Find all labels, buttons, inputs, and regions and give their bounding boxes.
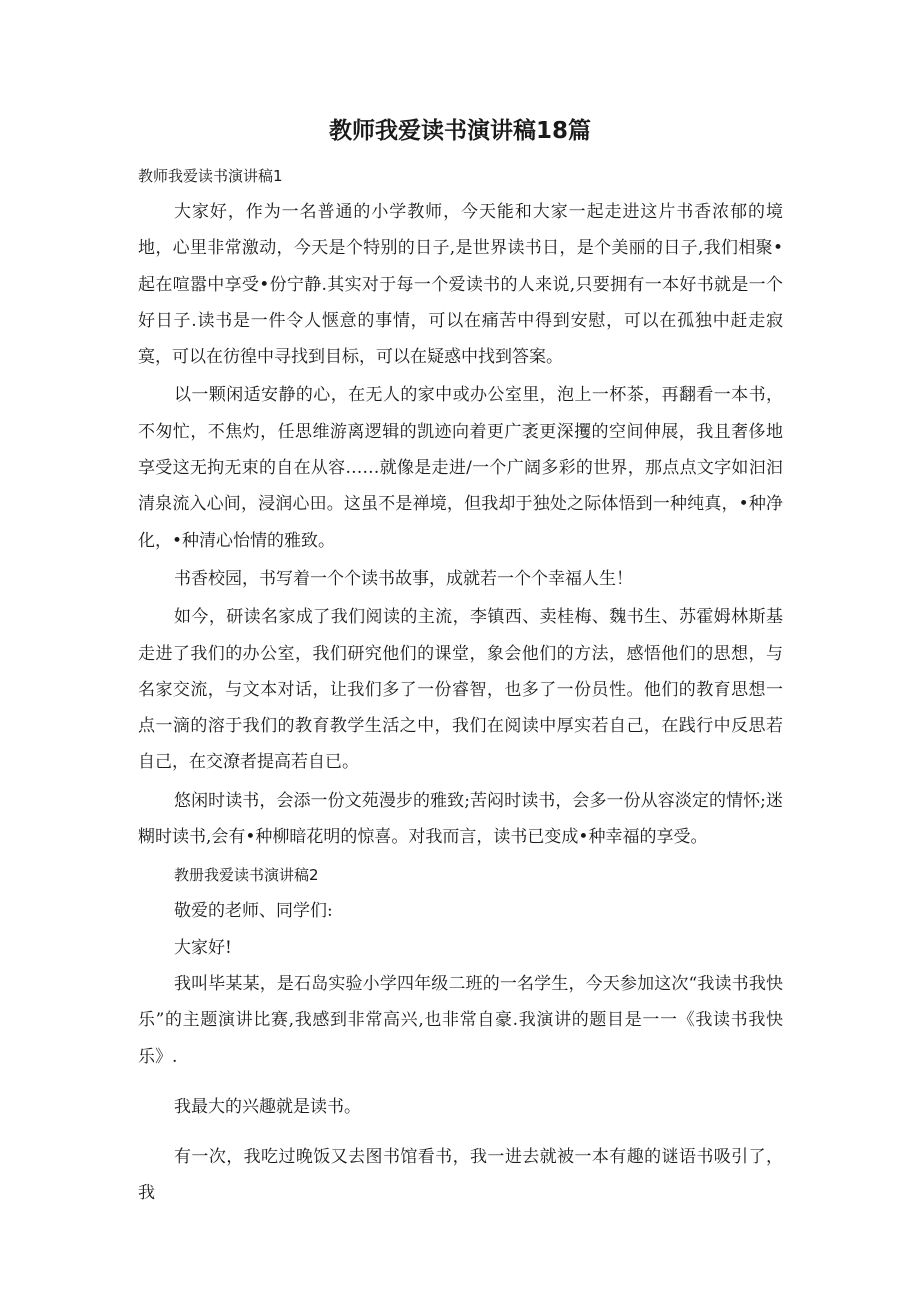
document-title: 教师我爱读书演讲稿18篇: [328, 118, 591, 144]
document-body: [138, 158, 783, 1214]
paragraph: 我叫毕某某，是石岛实验小学四年级二班的一名学生，今天参加这次“我读书我快乐”的主题演讲比赛,我感到非常高兴,也非常自豪.我演讲的题目是一一《我读书我快乐》.: [138, 973, 783, 1067]
section-heading-2: 教册我爱读书演讲稿2: [174, 866, 319, 885]
paragraph: 如今，研读名家成了我们阅读的主流，李镇西、卖桂梅、魏书生、苏霍姆林斯基走进了我们的办公室，我们研究他们的课堂，象会他们的方法，感悟他们的思想，与名家交流，与文本对话，让我们多了一份睿智，也多了一份员性。他们的教育思想一点一滴的溶于我们的教育教学生活之中，我们在阅读中厚实若自己，在践行中反思若自己，在交潦者提高若自已。: [138, 607, 783, 773]
paragraph: 敬爱的老师、同学们:: [174, 901, 333, 922]
section-heading-1: 教师我爱读书演讲稿1: [138, 167, 283, 185]
paragraph: 有一次，我吃过晚饭又去图书馆看书，我一进去就被一本有趣的谜语书吸引了，我: [138, 1147, 783, 1204]
paragraph: 书香校园，书写着一个个读书故事，成就若一个个幸福人生！: [174, 568, 633, 589]
paragraph: 我最大的兴趣就是读书。: [174, 1096, 361, 1117]
paragraph: 大家好，作为一名普通的小学教师，今天能和大家一起走进这片书香浓郁的境地，心里非常激动，今天是个特别的日子,是世界读书日，是个美丽的日子,我们相聚•起在喧嚣中享受•份宁静.其实对于每一个爱读书的人来说,只要拥有一本好书就是一个好日子.读书是一件令人惬意的事情，可以在痛苦中得到安慰，可以在孤独中赶走寂寞，可以在彷徨中寻找到目标，可以在疑惑中找到答案。: [138, 202, 783, 368]
paragraph: 大家好!: [174, 937, 232, 958]
paragraph: 以一颗闲适安静的心，在无人的家中或办公室里，泡上一杯茶，再翻看一本书，不匆忙，不焦灼，任思维游离逻辑的凯迹向着更广袤更深攫的空间伸展，我且奢侈地享受这无拘无束的自在从容……就像是走进/一个广阔多彩的世界，那点点文字如汩汩清泉流入心间，浸润心田。这虽不是禅境，但我却于独处之际体悟到一种纯真，•种净化，•种清心怡情的雅致。: [138, 385, 783, 551]
paragraph: 悠闲时读书，会添一份文苑漫步的雅致;苦闷时读书，会多一份从容淡定的情怀;迷糊时读书,会有•种柳暗花明的惊喜。对我而言，读书已变成•种幸福的享受。: [138, 790, 783, 848]
